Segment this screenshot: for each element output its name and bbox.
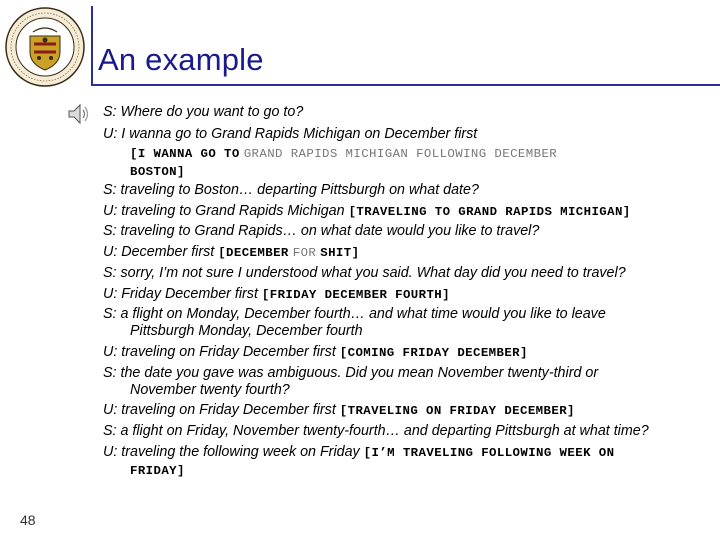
- dialogue-line: S: the date you gave was ambiguous. Did you mean November twenty-third or: [103, 365, 599, 381]
- recognition-text: [FRIDAY DECEMBER FOURTH]: [261, 288, 450, 302]
- dialogue-line: [103, 202, 631, 221]
- dialogue-line: Pittsburgh Monday, December fourth: [130, 323, 363, 339]
- recognition-text: FRIDAY]: [130, 464, 185, 478]
- dialogue-text: U: traveling to Grand Rapids Michigan: [103, 203, 345, 219]
- recognition-line: [130, 162, 185, 181]
- recognition-text: BOSTON]: [130, 165, 185, 179]
- recognition-text: [I’M TRAVELING FOLLOWING WEEK ON: [363, 446, 615, 460]
- recognition-text: [I WANNA GO TO: [130, 147, 240, 161]
- recognition-line: [130, 144, 557, 163]
- recognition-text: [TRAVELING ON FRIDAY DECEMBER]: [339, 404, 575, 418]
- slide-title: An example: [98, 42, 264, 77]
- recognition-line: [130, 461, 185, 480]
- dialogue-line: [103, 343, 528, 362]
- dialogue-line: [103, 443, 614, 462]
- dialogue-text: U: December first: [103, 244, 215, 260]
- recognition-text: GRAND RAPIDS MICHIGAN FOLLOWING DECEMBER: [243, 147, 558, 161]
- dialogue-line: S: traveling to Boston… departing Pittsburgh on what date?: [103, 182, 479, 198]
- recognition-text: [COMING FRIDAY DECEMBER]: [339, 346, 528, 360]
- dialogue-line: U: I wanna go to Grand Rapids Michigan on December first: [103, 126, 478, 142]
- dialogue-line: S: a flight on Friday, November twenty-fourth… and departing Pittsburgh at what time?: [103, 423, 649, 439]
- dialogue-line: [103, 401, 575, 420]
- recognition-text: SHIT]: [320, 246, 360, 260]
- dialogue-line: S: a flight on Monday, December fourth… and what time would you like to leave: [103, 306, 606, 322]
- dialogue-line: November twenty fourth?: [130, 382, 290, 398]
- dialogue-line: [103, 243, 359, 262]
- page-number: 48: [20, 512, 36, 528]
- recognition-text: [DECEMBER: [218, 246, 289, 260]
- dialogue-line: [103, 285, 450, 304]
- recognition-text: [TRAVELING TO GRAND RAPIDS MICHIGAN]: [348, 205, 631, 219]
- recognition-text: FOR: [292, 246, 317, 260]
- dialogue-text: U: Friday December first: [103, 286, 258, 302]
- dialogue-line: S: Where do you want to go to?: [103, 104, 304, 120]
- dialogue-text: U: traveling the following week on Friday: [103, 444, 360, 460]
- dialogue-text: U: traveling on Friday December first: [103, 402, 336, 418]
- dialogue-text: U: traveling on Friday December first: [103, 344, 336, 360]
- dialogue-line: S: traveling to Grand Rapids… on what date would you like to travel?: [103, 223, 540, 239]
- dialogue-line: S: sorry, I’m not sure I understood what you said. What day did you need to travel?: [103, 265, 626, 281]
